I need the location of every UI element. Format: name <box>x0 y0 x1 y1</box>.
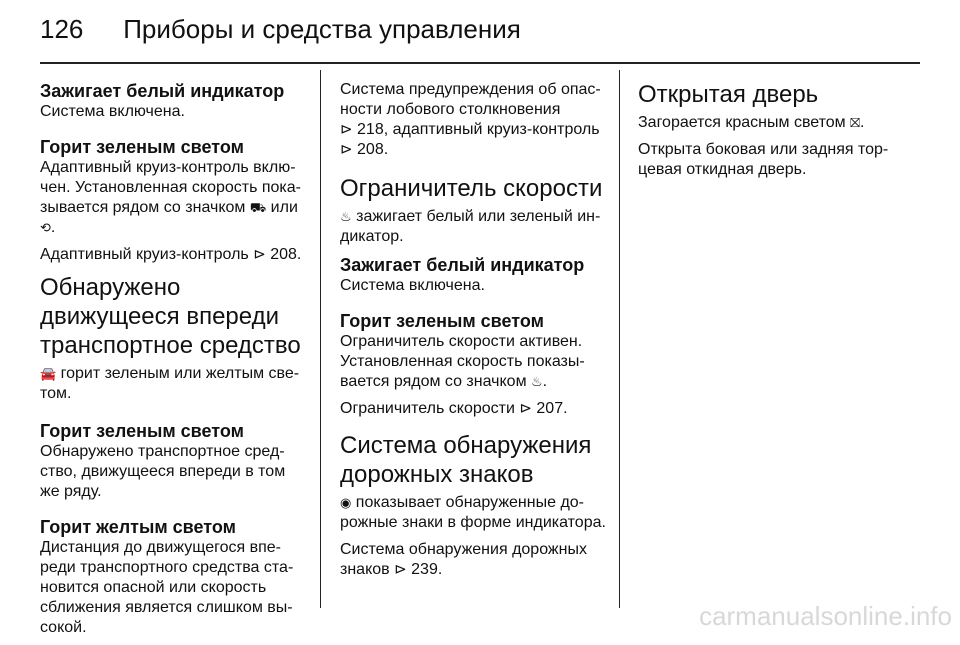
speed-limiter-icon: ♨ <box>340 209 352 224</box>
section-heading: Открытая дверь <box>638 81 819 108</box>
subheading: Горит желтым светом <box>40 517 236 537</box>
paragraph: 🚘 горит зеленым или желтым све- том. <box>40 365 300 402</box>
section-yellow <box>40 516 312 638</box>
subheading: Горит зеленым светом <box>40 421 244 441</box>
column-1 <box>40 80 312 645</box>
paragraph: Дистанция до движущегося впе- реди транспортного средства ста- новится опасной или скорость сближения является слишком вы- сокой. <box>40 539 294 636</box>
cruise-gauge-icon: ⟲ <box>40 220 51 235</box>
column-divider <box>619 70 620 608</box>
section-green <box>340 310 612 419</box>
watermark: carmanualsonline.info <box>699 601 952 631</box>
cruise-vehicle-icon: ⛟ <box>249 200 267 215</box>
paragraph: Ограничитель скорости ⊳ 207. <box>340 400 568 417</box>
section-heading: Обнаружено движущееся впереди транспортное средство <box>40 274 301 359</box>
section-heading: Ограничитель скорости <box>340 175 603 202</box>
subheading: Зажигает белый индикатор <box>340 255 585 275</box>
speed-limiter-icon: ♨ <box>531 374 543 389</box>
section-green <box>40 136 312 265</box>
paragraph: Адаптивный круиз-контроль ⊳ 208. <box>40 246 302 263</box>
page-ref-icon: ⊳ <box>519 400 532 417</box>
page-header <box>40 14 521 45</box>
section-green-2 <box>40 420 312 502</box>
subheading: Горит зеленым светом <box>340 311 544 331</box>
paragraph: Система включена. <box>340 277 485 294</box>
section-white <box>340 254 612 296</box>
paragraph: Система включена. <box>40 103 185 120</box>
page-ref-icon: ⊳ <box>340 141 353 158</box>
section-heading: Система обнаружения дорожных знаков <box>340 432 592 488</box>
paragraph: Адаптивный круиз-контроль вклю- чен. Установленная скорость пока- зывается рядом со значком ⛟ или ⟲. <box>40 159 302 236</box>
vehicle-ahead-icon: 🚘 <box>40 366 57 381</box>
subheading: Горит зеленым светом <box>40 137 244 157</box>
paragraph: Система обнаружения дорожных знаков ⊳ 239. <box>340 541 587 578</box>
page-number: 126 <box>40 14 84 44</box>
traffic-sign-icon: ◉ <box>340 495 352 510</box>
paragraph: ♨ зажигает белый или зеленый ин- дикатор. <box>340 208 601 245</box>
page-ref-icon: ⊳ <box>253 246 266 263</box>
column-divider <box>320 70 321 608</box>
section-white <box>40 80 312 122</box>
paragraph: Обнаружено транспортное сред- ство, движущееся впереди в том же ряду. <box>40 443 286 500</box>
column-2 <box>340 80 612 587</box>
paragraph: Ограничитель скорости активен. Установленная скорость показы- вается рядом со значком ♨. <box>340 333 585 390</box>
page-ref-icon: ⊳ <box>340 121 353 138</box>
column-3 <box>638 80 918 187</box>
page-ref-icon: ⊳ <box>394 561 407 578</box>
paragraph: Открыта боковая или задняя тор- цевая откидная дверь. <box>638 141 889 178</box>
page-title: Приборы и средства управления <box>123 14 521 44</box>
paragraph: Система предупреждения об опас- ности лобового столкновения ⊳ 218, адаптивный круиз-контроль ⊳ 208. <box>340 81 601 158</box>
paragraph: Загорается красным светом ⛝. <box>638 114 865 131</box>
paragraph: ◉ показывает обнаруженные до- рожные знаки в форме индикатора. <box>340 494 606 531</box>
header-rule <box>40 62 920 64</box>
subheading: Зажигает белый индикатор <box>40 81 285 101</box>
door-open-icon: ⛝ <box>850 115 861 130</box>
